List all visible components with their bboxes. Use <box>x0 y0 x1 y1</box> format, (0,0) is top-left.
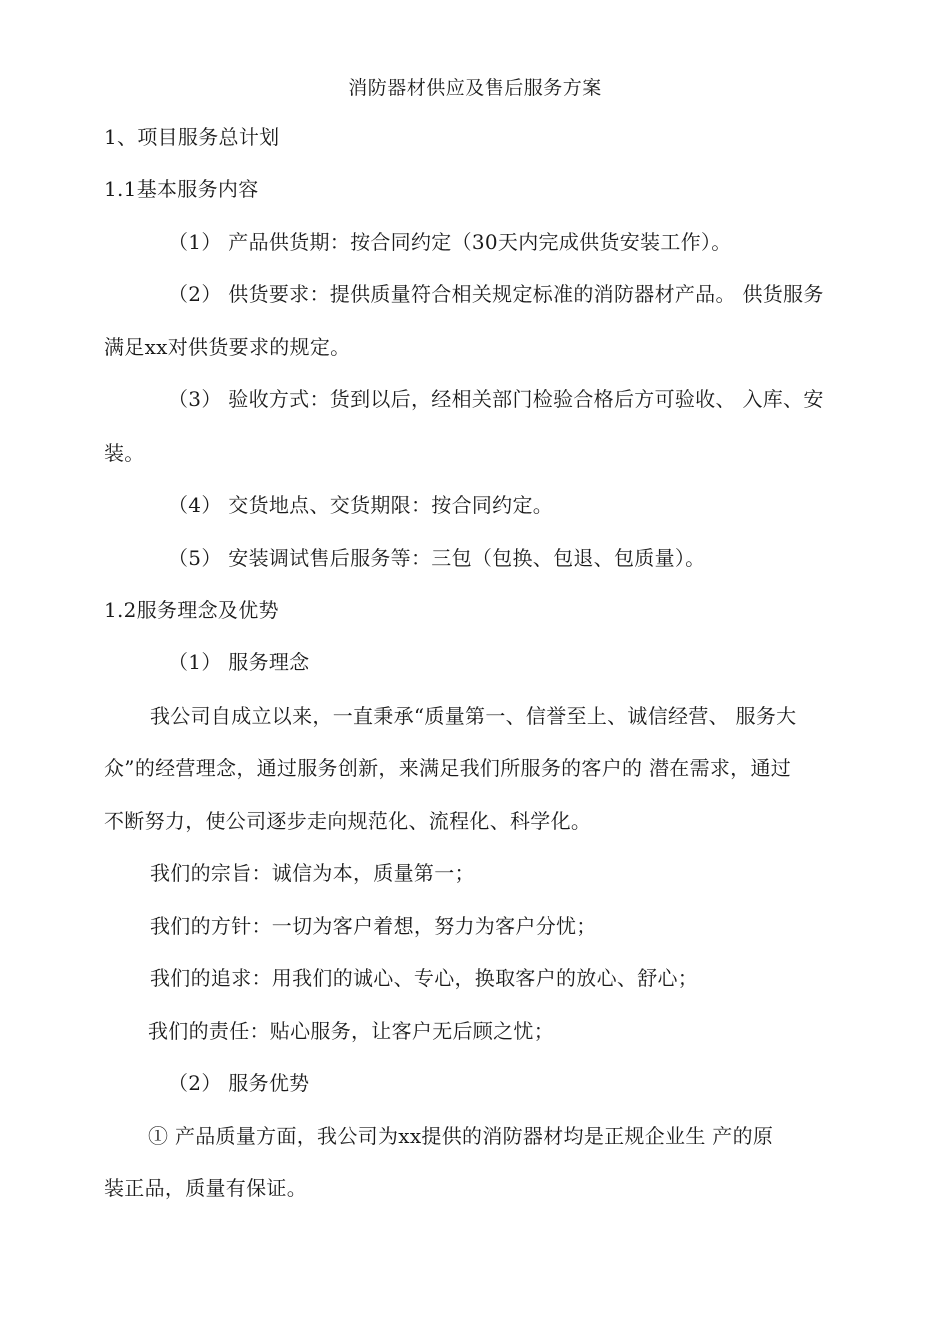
paragraph-line: 我们的宗旨：诚信为本，质量第一； <box>150 861 475 885</box>
paragraph-line: （2） 供货要求：提供质量符合相关规定标准的消防器材产品。 供货服务 <box>168 282 824 306</box>
paragraph-line: （3） 验收方式：货到以后，经相关部门检验合格后方可验收、 入库、安 <box>168 387 824 411</box>
paragraph-line: （5） 安装调试售后服务等：三包（包换、包退、包质量）。 <box>168 546 706 570</box>
subsection-heading: 1.2服务理念及优势 <box>104 598 279 622</box>
paragraph-line: 满足xx对供货要求的规定。 <box>104 335 351 359</box>
paragraph-line: ① 产品质量方面，我公司为xx提供的消防器材均是正规企业生 产的原 <box>148 1124 774 1148</box>
paragraph-line: （1） 产品供货期：按合同约定（30天内完成供货安装工作）。 <box>168 230 732 254</box>
paragraph-line: 我公司自成立以来，一直秉承“质量第一、信誉至上、诚信经营、 服务大 <box>150 704 797 728</box>
paragraph-line: 装正品，质量有保证。 <box>104 1176 307 1200</box>
paragraph-line: 装。 <box>104 441 145 465</box>
paragraph-line: 众”的经营理念，通过服务创新，来满足我们所服务的客户的 潜在需求，通过 <box>104 756 792 780</box>
paragraph-line: （4） 交货地点、交货期限：按合同约定。 <box>168 493 554 517</box>
paragraph-line: 我们的追求：用我们的诚心、专心，换取客户的放心、舒心； <box>150 966 699 990</box>
paragraph-line: （2） 服务优势 <box>168 1071 310 1095</box>
paragraph-line: 我们的方针：一切为客户着想，努力为客户分忧； <box>150 914 597 938</box>
paragraph-line: （1） 服务理念 <box>168 650 310 674</box>
paragraph-line: 我们的责任：贴心服务，让客户无后顾之忧； <box>148 1019 554 1043</box>
document-title: 消防器材供应及售后服务方案 <box>348 77 602 99</box>
subsection-heading: 1.1基本服务内容 <box>104 177 259 201</box>
section-heading: 1、项目服务总计划 <box>104 125 280 149</box>
paragraph-line: 不断努力，使公司逐步走向规范化、流程化、科学化。 <box>104 809 592 833</box>
